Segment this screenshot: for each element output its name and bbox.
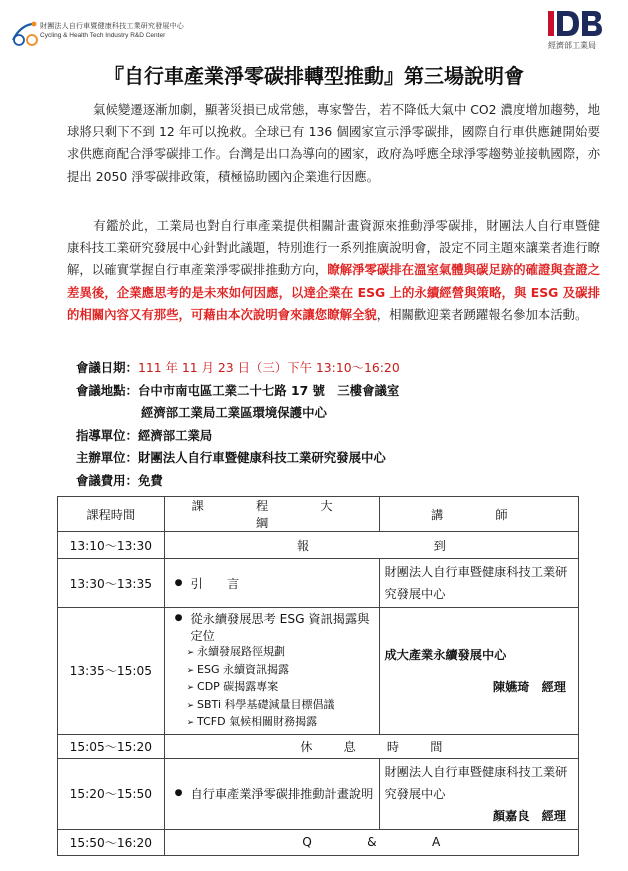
table-row bbox=[58, 829, 579, 855]
info-host-label: 主辦單位： bbox=[76, 450, 138, 465]
span-char: A bbox=[431, 835, 441, 849]
span-char: Q bbox=[302, 835, 312, 849]
purpose-tail-text: ，相關歡迎業者踴躍報名參加本活動。 bbox=[376, 306, 588, 322]
span-char: 報 bbox=[296, 538, 310, 553]
bullet-icon: ● bbox=[174, 613, 183, 623]
table-row bbox=[58, 608, 579, 735]
speaker-name: 陳嬿琦 經理 bbox=[492, 679, 566, 694]
header-topic: 課 程 大 綱 bbox=[164, 497, 380, 532]
info-venue-value-2: 經濟部工業局工業區環境保護中心 bbox=[141, 405, 327, 420]
info-venue-value: 台中市南屯區工業二十七路 17 號 三樓會議室 bbox=[137, 382, 400, 398]
row-topic bbox=[164, 559, 380, 608]
intro-paragraph bbox=[67, 99, 600, 188]
meeting-info bbox=[76, 357, 400, 492]
topic-text: 從永續發展思考 ESG 資訊揭露與定位 bbox=[190, 612, 370, 643]
row-time: 13:10～13:30 bbox=[58, 532, 165, 559]
letterhead bbox=[0, 0, 628, 52]
break-cell bbox=[164, 734, 578, 758]
row-time: 15:05～15:20 bbox=[58, 734, 165, 758]
row-topic bbox=[164, 758, 380, 829]
span-char: & bbox=[367, 835, 377, 849]
qa-cell bbox=[164, 829, 578, 855]
subtopic-item: ➢ TCFD 氣候相關財務揭露 bbox=[187, 714, 376, 732]
table-row bbox=[58, 758, 579, 829]
idb-logo bbox=[546, 8, 604, 38]
row-topic bbox=[164, 608, 380, 735]
speaker-name: 顏嘉良 經理 bbox=[492, 808, 566, 823]
info-guide-row bbox=[76, 425, 400, 448]
row-time: 15:50～16:20 bbox=[58, 829, 165, 855]
span-char: 到 bbox=[433, 538, 446, 553]
purpose-paragraph bbox=[67, 215, 600, 326]
row-speaker bbox=[380, 758, 579, 829]
purpose-highlight-text: 瞭解淨零碳排在溫室氣體與碳足跡的確證與查證之差異後，企業應思考的是未來如何因應，以達企業在 ESG 上的永續經營與策略，與 ESG 及碳排的相關內容又有那些，可藉由本次說明會來讓您瞭解全貌 bbox=[67, 262, 601, 322]
idb-caption: 經濟部工業局 bbox=[548, 41, 596, 50]
speaker-org: 成大產業永續發展中心 bbox=[384, 647, 507, 662]
span-char: 息 bbox=[343, 739, 356, 754]
span-char: 休 bbox=[300, 739, 313, 754]
table-row bbox=[58, 559, 579, 608]
span-char: 時 bbox=[386, 739, 400, 754]
span-char: 間 bbox=[430, 739, 443, 754]
row-time: 13:30～13:35 bbox=[58, 559, 165, 608]
info-venue-label: 會議地點： bbox=[76, 382, 138, 398]
info-venue-row bbox=[76, 380, 400, 403]
table-row bbox=[58, 532, 579, 559]
topic-text: 自行車產業淨零碳排推動計畫說明 bbox=[190, 787, 374, 801]
subtopic-list bbox=[175, 644, 376, 732]
org-name-zh: 財團法人自行車暨健康科技工業研究發展中心 bbox=[40, 22, 184, 30]
topic-text: 引 言 bbox=[190, 576, 240, 591]
subtopic-item: ➢ ESG 永續資訊揭露 bbox=[187, 662, 376, 680]
purpose-lead-text: 有鑑於此，工業局也對自行車產業提供相關計畫資源來推動淨零碳排，財團法人自行車暨健康科技工業研究發展中心針對此議題，特別進行一系列推廣說明會，設定不同主題來讓業者進行瞭解，以確實掌握自行車產業淨零碳排推動方向， bbox=[67, 218, 600, 278]
row-speaker bbox=[380, 559, 579, 608]
row-time: 13:35～15:05 bbox=[58, 608, 165, 735]
subtopic-item: ➢ SBTi 科學基礎減量目標倡議 bbox=[187, 697, 376, 715]
info-fee-label: 會議費用： bbox=[76, 472, 138, 488]
info-fee-value: 免費 bbox=[137, 472, 163, 488]
schedule-header-row bbox=[58, 497, 579, 532]
info-date-label: 會議日期： bbox=[76, 360, 138, 375]
subtopic-item: ➢ 永續發展路徑規劃 bbox=[187, 644, 376, 662]
intro-paragraph-text: 氣候變遷逐漸加劇，顯著災損已成常態，專家警告，若不降低大氣中 CO2 濃度增加趨勢，地球將只剩下不到 12 年可以挽救。全球已有 136 個國家宣示淨零碳排，國際自行車供應鏈開始要求供應商配合淨零碳排工作。台灣是出口為導向的國家，政府為呼應全球淨零趨勢並接軌國際，亦提出 2050 淨零碳排政策，積極協助國內企業進行因應。 bbox=[67, 102, 600, 184]
info-host-value: 財團法人自行車暨健康科技工業研究發展中心 bbox=[137, 450, 386, 465]
bullet-icon: ● bbox=[174, 577, 183, 588]
header-time: 課程時間 bbox=[58, 497, 165, 532]
page-title: 『自行車產業淨零碳排轉型推動』第三場說明會 bbox=[104, 64, 524, 88]
table-row bbox=[58, 734, 579, 758]
info-guide-value: 經濟部工業局 bbox=[137, 427, 213, 443]
info-fee-row bbox=[76, 470, 400, 493]
cycling-center-logo bbox=[10, 18, 40, 48]
header-speaker: 講 師 bbox=[380, 497, 579, 532]
row-time: 15:20～15:50 bbox=[58, 758, 165, 829]
speaker-org: 財團法人自行車暨健康科技工業研究發展中心 bbox=[384, 565, 568, 601]
bullet-icon: ● bbox=[174, 788, 183, 798]
info-date-row bbox=[76, 357, 400, 380]
info-date-value: 111 年 11 月 23 日（三）下午 13:10～16:20 bbox=[137, 360, 400, 375]
row-speaker bbox=[380, 608, 579, 735]
org-name-en: Cycling & Health Tech Industry R&D Center bbox=[40, 32, 166, 39]
schedule-table bbox=[57, 496, 579, 856]
registration-cell bbox=[164, 532, 578, 559]
info-host-row bbox=[76, 447, 400, 470]
speaker-org: 財團法人自行車暨健康科技工業研究發展中心 bbox=[384, 764, 568, 801]
subtopic-item: ➢ CDP 碳揭露專案 bbox=[187, 679, 376, 697]
info-guide-label: 指導單位： bbox=[76, 427, 138, 443]
